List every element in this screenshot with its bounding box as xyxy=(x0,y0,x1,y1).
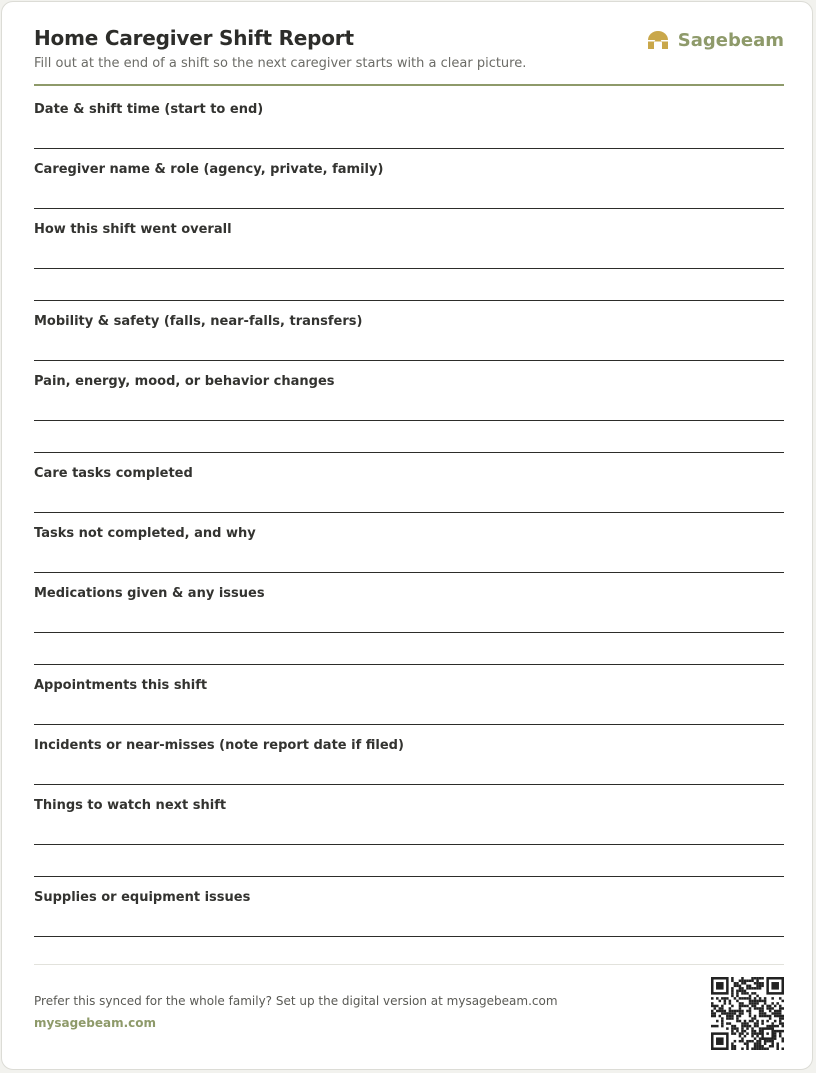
write-in-line[interactable] xyxy=(34,632,784,633)
page-title: Home Caregiver Shift Report xyxy=(34,26,354,50)
field-label: Tasks not completed, and why xyxy=(34,526,256,541)
field-label: Mobility & safety (falls, near-falls, transfers) xyxy=(34,314,363,329)
form-field xyxy=(34,204,784,296)
form-field xyxy=(34,568,784,660)
form-field xyxy=(34,296,784,356)
write-in-line[interactable] xyxy=(34,268,784,269)
form-field xyxy=(34,448,784,508)
form-field xyxy=(34,356,784,448)
form-field xyxy=(34,872,784,932)
form-field xyxy=(34,780,784,872)
form-field xyxy=(34,508,784,568)
footer-note: Prefer this synced for the whole family? Set up the digital version at mysagebeam.com xyxy=(34,994,558,1008)
qr-code-icon xyxy=(711,977,784,1050)
field-label: Incidents or near-misses (note report date if filed) xyxy=(34,738,404,753)
form-field xyxy=(34,720,784,780)
field-label: Date & shift time (start to end) xyxy=(34,102,264,117)
footer-link[interactable]: mysagebeam.com xyxy=(34,1016,157,1030)
field-label: Care tasks completed xyxy=(34,466,193,481)
write-in-line[interactable] xyxy=(34,936,784,937)
field-label: Things to watch next shift xyxy=(34,798,227,813)
form-field xyxy=(34,144,784,204)
report-header xyxy=(34,24,784,86)
field-label: Supplies or equipment issues xyxy=(34,890,251,905)
write-in-line[interactable] xyxy=(34,420,784,421)
brand-name: Sagebeam xyxy=(677,29,784,51)
field-label: Pain, energy, mood, or behavior changes xyxy=(34,374,335,389)
page-subtitle: Fill out at the end of a shift so the next caregiver starts with a clear picture. xyxy=(34,56,527,71)
field-label: Medications given & any issues xyxy=(34,586,265,601)
footer-divider xyxy=(34,964,784,965)
write-in-line[interactable] xyxy=(34,844,784,845)
brand xyxy=(647,28,784,52)
field-label: How this shift went overall xyxy=(34,222,232,237)
field-label: Appointments this shift xyxy=(34,678,208,693)
field-label: Caregiver name & role (agency, private, family) xyxy=(34,162,384,177)
form-field xyxy=(34,660,784,720)
form-field xyxy=(34,84,784,144)
shift-report-page xyxy=(1,1,813,1070)
sagebeam-logo-icon xyxy=(647,30,669,50)
